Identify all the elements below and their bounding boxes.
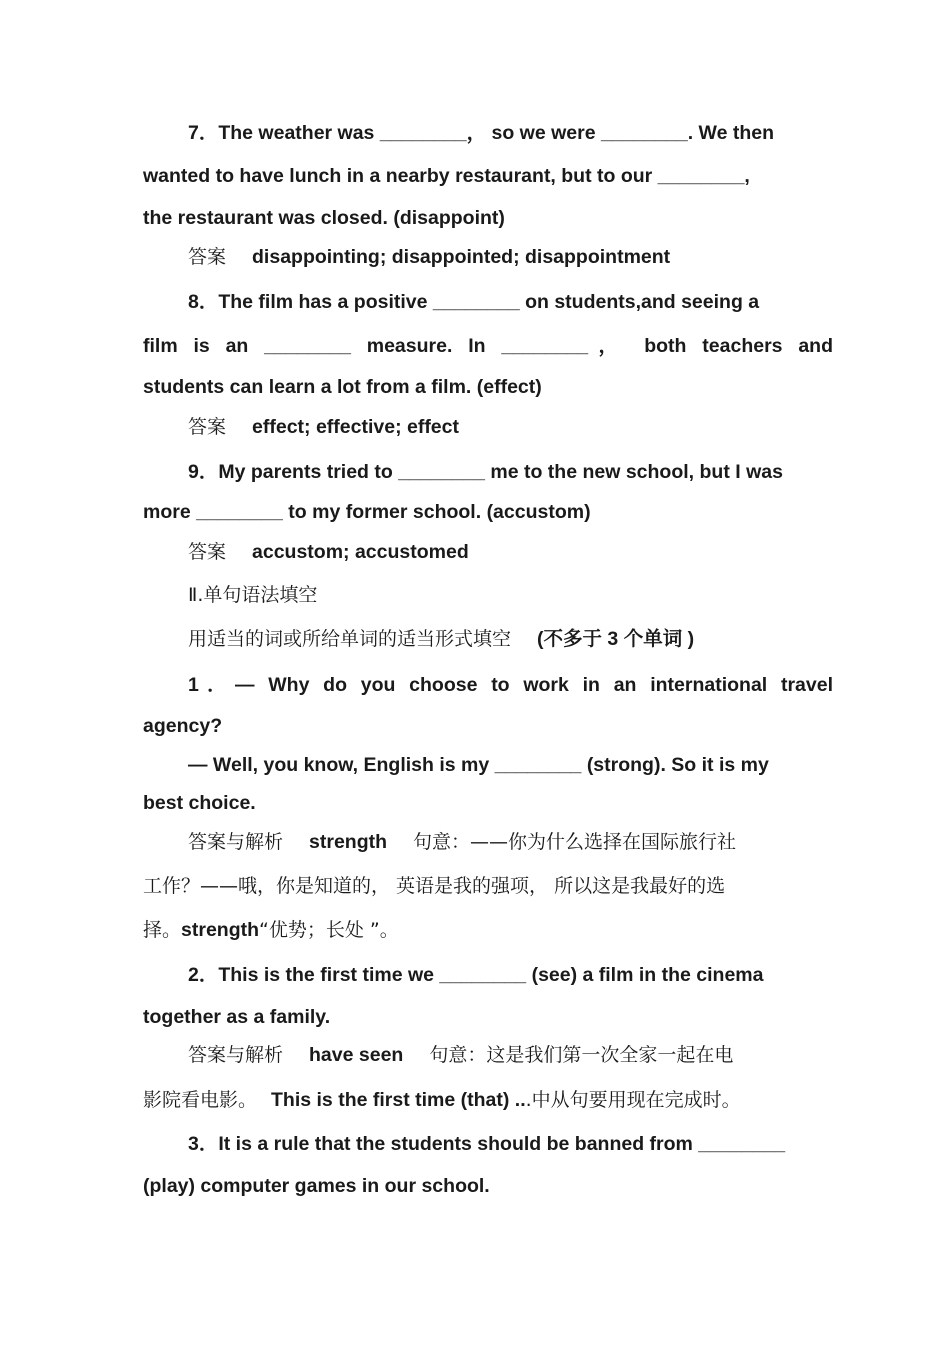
q9-answer (188, 539, 833, 565)
explanation-text: 影院看电影。 (143, 1089, 258, 1111)
q7-line-2: wanted to have lunch in a nearby restaurant, but to our ________, (143, 165, 750, 187)
g2-explanation-1 (188, 1042, 833, 1068)
analysis-label: 答案与解析 (188, 831, 284, 853)
g1-explanation-1 (188, 829, 833, 855)
instruction-text: 用适当的词或所给单词的适当形式填空 (188, 628, 512, 650)
g3-line-2: (play) computer games in our school. (143, 1175, 490, 1197)
g1-line-4: best choice. (143, 792, 256, 814)
answer-text: accustom; accustomed (252, 541, 469, 563)
section-instruction (188, 626, 833, 652)
q8-line-3: students can learn a lot from a film. (effect) (143, 376, 542, 398)
g2-line-1: 2．This is the first time we ________ (see) a film in the cinema (188, 964, 764, 986)
g2-line-2: together as a family. (143, 1006, 331, 1028)
explanation-text: 择。 (143, 919, 182, 941)
answer-label: 答案 (188, 416, 227, 438)
answer-label: 答案 (188, 246, 227, 268)
instruction-note: (不多于 3 个单词 ) (537, 628, 695, 650)
g2-explanation-2 (143, 1087, 833, 1113)
section-heading: Ⅱ.单句语法填空 (188, 584, 318, 606)
g1-explanation-2: 工作？——哦，你是知道的， 英语是我的强项， 所以这是我最好的选 (143, 875, 726, 897)
g1-line-2: agency? (143, 715, 223, 737)
explanation-text: “优势；长处 ”。 (259, 919, 399, 941)
analysis-label: 答案与解析 (188, 1044, 284, 1066)
answer-text: strength (309, 831, 388, 853)
explanation-text: 句意：这是我们第一次全家一起在电 (429, 1044, 734, 1066)
q7-line-1: 7．The weather was ________， so we were ________. We then (188, 122, 775, 144)
g1-explanation-3 (143, 917, 833, 943)
answer-text: have seen (309, 1044, 404, 1066)
q7-line-3: the restaurant was closed. (disappoint) (143, 207, 505, 229)
keyword: strength (181, 919, 260, 941)
answer-text: disappointing; disappointed; disappointment (252, 246, 671, 268)
keyword: This is the first time (that) .. (271, 1089, 526, 1111)
g1-line-1: 1．— Why do you choose to work in an international travel (188, 674, 833, 696)
explanation-text: 句意：——你为什么选择在国际旅行社 (413, 831, 737, 853)
answer-label: 答案 (188, 541, 227, 563)
q9-line-1: 9．My parents tried to ________ me to the new school, but I was (188, 461, 783, 483)
g3-line-1: 3．It is a rule that the students should be banned from ________ (188, 1133, 786, 1155)
q9-line-2: more ________ to my former school. (accustom) (143, 501, 591, 523)
answer-text: effect; effective; effect (252, 416, 459, 438)
q8-line-2: film is an ________ measure. In ________， both teachers and (143, 335, 833, 357)
explanation-text: .中从句要用现在完成时。 (525, 1089, 741, 1111)
q8-answer (188, 414, 833, 440)
g1-line-3: — Well, you know, English is my ________ (strong). So it is my (188, 754, 769, 776)
q7-answer (188, 244, 833, 270)
q8-line-1: 8．The film has a positive ________ on students,and seeing a (188, 291, 760, 313)
